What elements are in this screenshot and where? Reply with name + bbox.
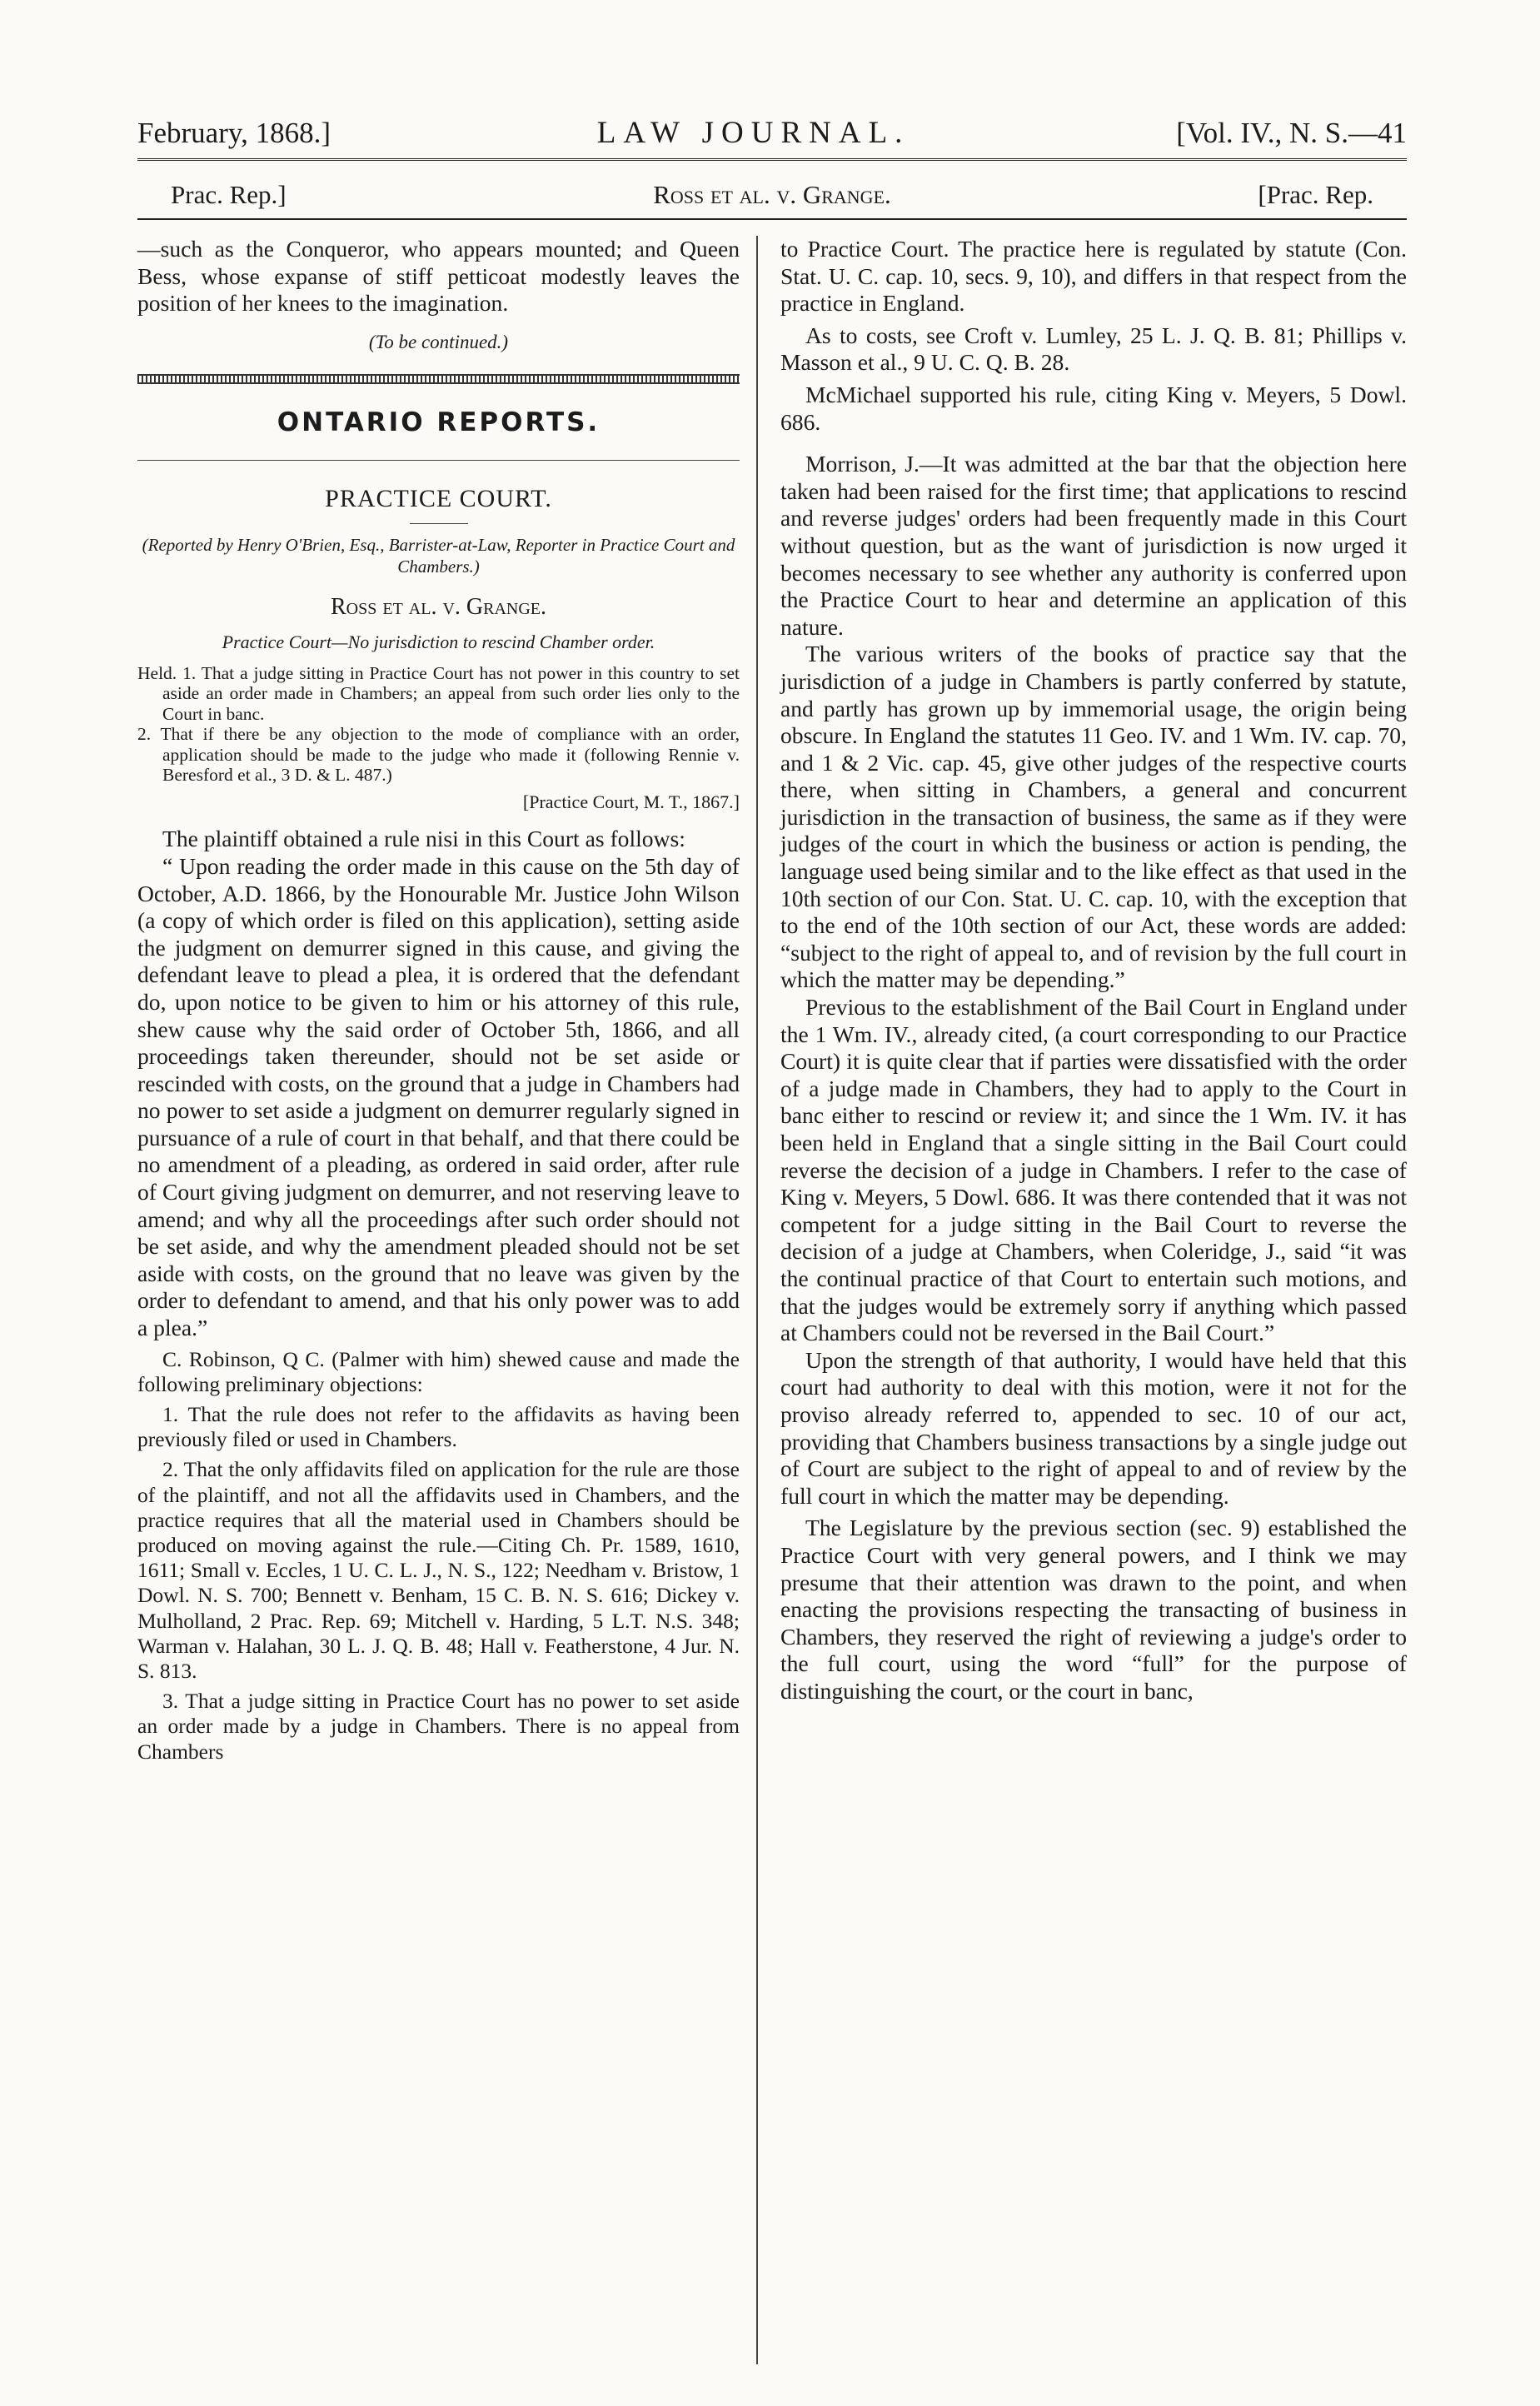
section-title: ONTARIO REPORTS. xyxy=(277,407,601,438)
sub-head-left: Prac. Rep.] xyxy=(171,180,287,209)
court-title: PRACTICE COURT. xyxy=(325,484,552,512)
paragraph-costs: As to costs, see Croft v. Lumley, 25 L. J. Q. B. 81; Phillips v. Masson et al., 9 U. C. Q. B. 28. xyxy=(780,322,1407,376)
headnote-title: Practice Court—No jurisdiction to rescind Chamber order. xyxy=(222,631,655,653)
running-head-date: February, 1868.] xyxy=(137,117,331,149)
paragraph-continuation: to Practice Court. The practice here is regulated by statute (Con. Stat. U. C. cap. 10, secs. 9, 10), and differs in that respect from the practice in England. xyxy=(780,236,1407,317)
journal-title: LAW JOURNAL. xyxy=(596,116,910,150)
headnote-held-1: Held. 1. That a judge sitting in Practice Court has not power in this country to set aside an order made in Chambers; an appeal from such order lies only to the Court in banc. xyxy=(137,662,740,724)
paragraph-robinson: C. Robinson, Q C. (Palmer with him) shewed cause and made the following preliminary objections: xyxy=(137,1346,740,1396)
running-head xyxy=(137,115,1407,151)
ornamental-rule xyxy=(137,374,740,384)
header-double-rule xyxy=(137,158,1407,164)
right-column xyxy=(780,236,1407,1705)
continued-note: (To be continued.) xyxy=(368,331,509,352)
paragraph-legislature: The Legislature by the previous section (sec. 9) established the Practice Court with very general powers, and I think we may presume that their attention was drawn to the point, and when enacting the provisions respecting the transacting of business in Chambers, they reserved the right of reviewing a judge's order to the full court, using the word “full” for the purpose of distinguishing the court, or the court in banc, xyxy=(780,1515,1407,1704)
intro-paragraph: —such as the Conqueror, who appears mounted; and Queen Bess, whose expanse of stiff petticoat modestly leaves the position of her knees to the imagination. xyxy=(137,236,740,317)
paragraph-writers: The various writers of the books of practice say that the jurisdiction of a judge in Chambers is partly conferred by statute, and partly has grown up by immemorial usage, the origin being obscure. In England the statutes 11 Geo. IV. and 1 Wm. IV. cap. 70, and 1 & 2 Vic. cap. 45, give other judges of the respective courts there, when sitting in Chambers, a general and concurrent jurisdiction in the transaction of business, the same as if they were judges of the court in which the business or action is pending, the language used being similar and to the like effect as that used in the 10th section of our Con. Stat. U. C. cap. 10, with the exception that to the end of the 10th section of our Act, these words are added: “subject to the right of appeal to, and of revision by the full court in which the matter may be depending.” xyxy=(780,641,1407,993)
headnote-held-2: 2. That if there be any objection to the mode of compliance with an order, application should be made to the judge who made it (following Rennie v. Beresford et al., 3 D. & L. 487.) xyxy=(137,724,740,786)
reporter-credit: (Reported by Henry O'Brien, Esq., Barrister-at-Law, Reporter in Practice Court and Chambers.) xyxy=(142,534,735,577)
sub-head-right: [Prac. Rep. xyxy=(1258,180,1373,209)
section-rule xyxy=(137,460,740,461)
left-column xyxy=(137,236,740,1765)
sub-head xyxy=(171,180,1373,210)
volume-page: [Vol. IV., N. S.—41 xyxy=(1176,117,1407,149)
paragraph-objection-3: 3. That a judge sitting in Practice Court has no power to set aside an order made by a judge in Chambers. There is no appeal from Chambers xyxy=(137,1689,740,1764)
short-rule xyxy=(410,523,468,524)
paragraph-strength: Upon the strength of that authority, I would have held that this court had authority to deal with this motion, were it not for the proviso already referred to, appended to sec. 10 of our act, providing that Chambers business transactions by a single judge out of Court are subject to the right of appeal to and of review by the full court in which the matter may be depending. xyxy=(780,1346,1407,1509)
paragraph-morrison: Morrison, J.—It was admitted at the bar that the objection here taken had been raised for the first time; that applications to rescind and reverse judges' orders had been frequently made in this Court without question, but as the want of jurisdiction is now urged it becomes necessary to see whether any authority is conferred upon the Practice Court to hear and determine an application of this nature. xyxy=(780,451,1407,640)
paragraph-objection-2: 2. That the only affidavits filed on application for the rule are those of the plaintiff, and not all the affidavits used in Chambers, and the practice requires that all the material used in Chambers should be produced on moving against the rule.—Citing Ch. Pr. 1589, 1610, 1611; Small v. Eccles, 1 U. C. L. J., N. S., 122; Needham v. Bristow, 1 Dowl. N. S. 700; Bennett v. Benham, 15 C. B. N. S. 616; Dickey v. Mulholland, 2 Prac. Rep. 69; Mitchell v. Harding, 5 L.T. N.S. 348; Warman v. Halahan, 30 L. J. Q. B. 48; Hall v. Featherstone, 4 Jur. N. S. 813. xyxy=(137,1457,740,1684)
paragraph-rule-nisi: The plaintiff obtained a rule nisi in this Court as follows: xyxy=(162,826,685,852)
court-reference: [Practice Court, M. T., 1867.] xyxy=(522,791,740,812)
paragraph-mcmichael: McMichael supported his rule, citing King v. Meyers, 5 Dowl. 686. xyxy=(780,381,1407,435)
subhead-rule xyxy=(137,218,1407,220)
case-name: Ross et al. v. Grange. xyxy=(330,593,546,620)
column-divider xyxy=(756,236,758,2364)
paragraph-previous: Previous to the establishment of the Bail Court in England under the 1 Wm. IV., already cited, (a court corresponding to our Practice Court) it is quite clear that if parties were dissatisfied with the order of a judge made in Chambers, they had to apply to the Court in banc either to rescind or review it; and since the 1 Wm. IV. it has been held in England that a single sitting in the Bail Court could reverse the decision of a judge in Chambers. I refer to the case of King v. Meyers, 5 Dowl. 686. It was there contended that it was not competent for a judge sitting in the Bail Court to reverse the decision of a judge at Chambers, when Coleridge, J., said “it was the continual practice of that Court to entertain such motions, and that the judges would be extremely sorry if anything which passed at Chambers could not be reversed in the Bail Court.” xyxy=(780,994,1407,1346)
paragraph-objection-1: 1. That the rule does not refer to the affidavits as having been previously filed or used in Chambers. xyxy=(137,1402,740,1452)
sub-head-case: Ross et al. v. Grange. xyxy=(653,180,891,209)
paragraph-quoted-rule: “ Upon reading the order made in this cause on the 5th day of October, A.D. 1866, by the Honourable Mr. Justice John Wilson (a copy of which order is filed on this application), setting aside the judgment on demurrer signed in this cause, and giving the defendant leave to plead a plea, it is ordered that the defendant do, upon notice to be given to him or his attorney of this rule, shew cause why the said order of October 5th, 1866, and all proceedings taken thereunder, should not be set aside or rescinded with costs, on the ground that a judge in Chambers had no power to set aside a judgment on demurrer regularly signed in pursuance of a rule of court in that behalf, and that there could be no amendment of a pleading, as ordered in said order, after rule of Court giving judgment on demurrer, and not reserving leave to amend; and why all the proceedings after such order should not be set aside, and why the amendment pleaded should not be set aside with costs, on the ground that no leave was given by the order to defendant to amend, and that his only power was to add a plea.” xyxy=(137,852,740,1341)
